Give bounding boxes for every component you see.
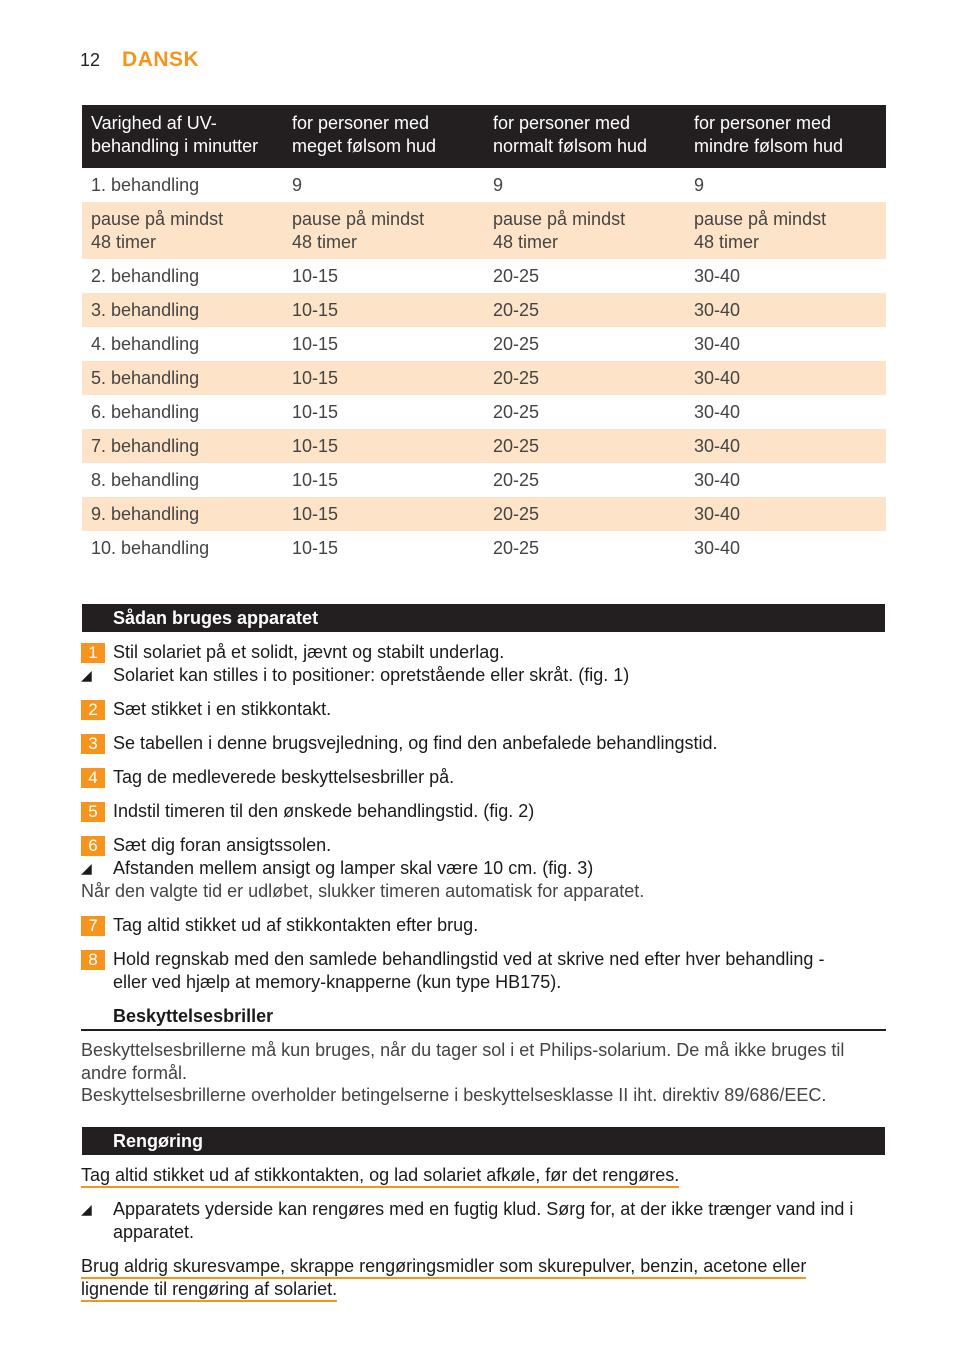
section-heading-usage: Sådan bruges apparatet	[82, 604, 885, 632]
table-cell: 9. behandling	[82, 497, 283, 531]
table-cell: 7. behandling	[82, 429, 283, 463]
table-header-cell: Varighed af UV- behandling i minutter	[82, 105, 283, 168]
table-cell: 20-25	[484, 361, 685, 395]
table-cell: 9	[493, 175, 504, 195]
bullet-icon: ◢	[81, 1201, 92, 1217]
table-cell: pause på mindst 48 timer	[82, 202, 283, 259]
section-heading-cleaning: Rengøring	[82, 1127, 885, 1155]
table-cell: 30-40	[694, 266, 741, 286]
table-row	[82, 168, 886, 202]
step-text: eller ved hjælp at memory-knapperne (kun type HB175).	[113, 972, 562, 992]
language-heading: DANSK	[122, 48, 200, 71]
bullet-text: Apparatets yderside kan rengøres med en fugtig klud. Sørg for, at der ikke trænger vand ind i	[113, 1199, 854, 1219]
warning-text: lignende til rengøring af solariet.	[81, 1278, 337, 1301]
step-text: Hold regnskab med den samlede behandlingstid ved at skrive ned efter hver behandling -	[113, 949, 825, 969]
table-cell: 9	[292, 175, 303, 195]
step-number: 5	[81, 802, 105, 822]
table-cell: 6. behandling	[91, 402, 200, 422]
paragraph: Beskyttelsesbrillerne må kun bruges, når du tager sol i et Philips-solarium. De må ikke bruges til	[81, 1040, 845, 1060]
table-header-cell: for personer med normalt følsom hud	[484, 105, 685, 168]
table-cell: 8. behandling	[91, 470, 200, 490]
step-number: 1	[81, 643, 105, 663]
step-number: 7	[81, 916, 105, 936]
table-cell: 20-25	[493, 334, 540, 354]
table-header-row	[82, 105, 886, 168]
paragraph: Beskyttelsesbrillerne overholder betingelserne i beskyttelsesklasse II iht. direktiv 89/686/EEC.	[81, 1085, 827, 1105]
table-cell: 20-25	[493, 538, 540, 558]
table-cell: 10-15	[283, 293, 484, 327]
bullet-icon: ◢	[81, 667, 92, 683]
table-cell: 10-15	[283, 497, 484, 531]
step-text: Stil solariet på et solidt, jævnt og stabilt underlag.	[113, 642, 505, 662]
bullet-text: Solariet kan stilles i to positioner: opretstående eller skråt. (fig. 1)	[113, 665, 630, 685]
step-text: Tag de medleverede beskyttelsesbriller på.	[113, 767, 455, 787]
table-header-cell: for personer med meget følsom hud	[283, 105, 484, 168]
step-text: Sæt dig foran ansigtssolen.	[113, 835, 332, 855]
table-row	[82, 531, 886, 565]
table-cell: pause på mindst 48 timer	[283, 202, 484, 259]
subsection-heading-glasses: Beskyttelsesbriller	[113, 1006, 274, 1026]
step-text: Se tabellen i denne brugsvejledning, og find den anbefalede behandlingstid.	[113, 733, 718, 753]
step-number: 6	[81, 836, 105, 856]
table-cell: 30-40	[685, 361, 886, 395]
table-cell: 10-15	[292, 402, 339, 422]
page-header	[80, 48, 199, 74]
table-cell: 10-15	[292, 470, 339, 490]
table-cell: 3. behandling	[82, 293, 283, 327]
paragraph: andre formål.	[81, 1063, 188, 1083]
step-number: 4	[81, 768, 105, 788]
table-cell: 10-15	[292, 334, 339, 354]
table-header-cell: for personer med mindre følsom hud	[685, 105, 886, 168]
step-text: Indstil timeren til den ønskede behandlingstid. (fig. 2)	[113, 801, 535, 821]
bullet-text: Afstanden mellem ansigt og lamper skal være 10 cm. (fig. 3)	[113, 858, 594, 878]
table-row	[82, 259, 886, 293]
table-cell: 1. behandling	[91, 175, 200, 195]
step-number: 2	[81, 700, 105, 720]
treatment-table	[82, 105, 886, 565]
note-text: Når den valgte tid er udløbet, slukker timeren automatisk for apparatet.	[81, 881, 645, 901]
table-cell: 9	[694, 175, 705, 195]
table-cell: 10-15	[292, 266, 339, 286]
table-cell: 20-25	[484, 497, 685, 531]
step-text: Sæt stikket i en stikkontakt.	[113, 699, 332, 719]
table-cell: 30-40	[694, 334, 741, 354]
table-cell: 30-40	[685, 293, 886, 327]
table-cell: 30-40	[694, 402, 741, 422]
table-cell: 20-25	[484, 293, 685, 327]
table-cell: 30-40	[685, 429, 886, 463]
page-number: 12	[80, 50, 101, 70]
table-cell: 30-40	[694, 470, 741, 490]
table-cell: 30-40	[685, 497, 886, 531]
table-cell: 10-15	[283, 361, 484, 395]
table-cell: 10-15	[292, 538, 339, 558]
table-row	[82, 395, 886, 429]
table-row	[82, 202, 886, 259]
table-cell: 2. behandling	[91, 266, 200, 286]
table-cell: 10-15	[283, 429, 484, 463]
table-cell: 10. behandling	[91, 538, 210, 558]
table-cell: 20-25	[493, 266, 540, 286]
table-row	[82, 497, 886, 531]
step-number: 8	[81, 950, 105, 970]
bullet-icon: ◢	[81, 860, 92, 876]
table-row	[82, 463, 886, 497]
table-row	[82, 327, 886, 361]
table-cell: 20-25	[493, 402, 540, 422]
table-cell: pause på mindst 48 timer	[484, 202, 685, 259]
step-number: 3	[81, 734, 105, 754]
table-row	[82, 293, 886, 327]
table-cell: 30-40	[694, 538, 741, 558]
table-row	[82, 361, 886, 395]
table-cell: 20-25	[493, 470, 540, 490]
step-text: Tag altid stikket ud af stikkontakten efter brug.	[113, 915, 479, 935]
table-cell: 20-25	[484, 429, 685, 463]
bullet-text: apparatet.	[113, 1222, 195, 1242]
table-cell: 5. behandling	[82, 361, 283, 395]
table-cell: pause på mindst 48 timer	[685, 202, 886, 259]
warning-text: Tag altid stikket ud af stikkontakten, og lad solariet afkøle, før det rengøres.	[81, 1164, 679, 1187]
warning-text: Brug aldrig skuresvampe, skrappe rengøringsmidler som skurepulver, benzin, acetone eller	[81, 1255, 806, 1278]
table-row	[82, 429, 886, 463]
table-cell: 4. behandling	[91, 334, 200, 354]
divider	[81, 1029, 886, 1031]
